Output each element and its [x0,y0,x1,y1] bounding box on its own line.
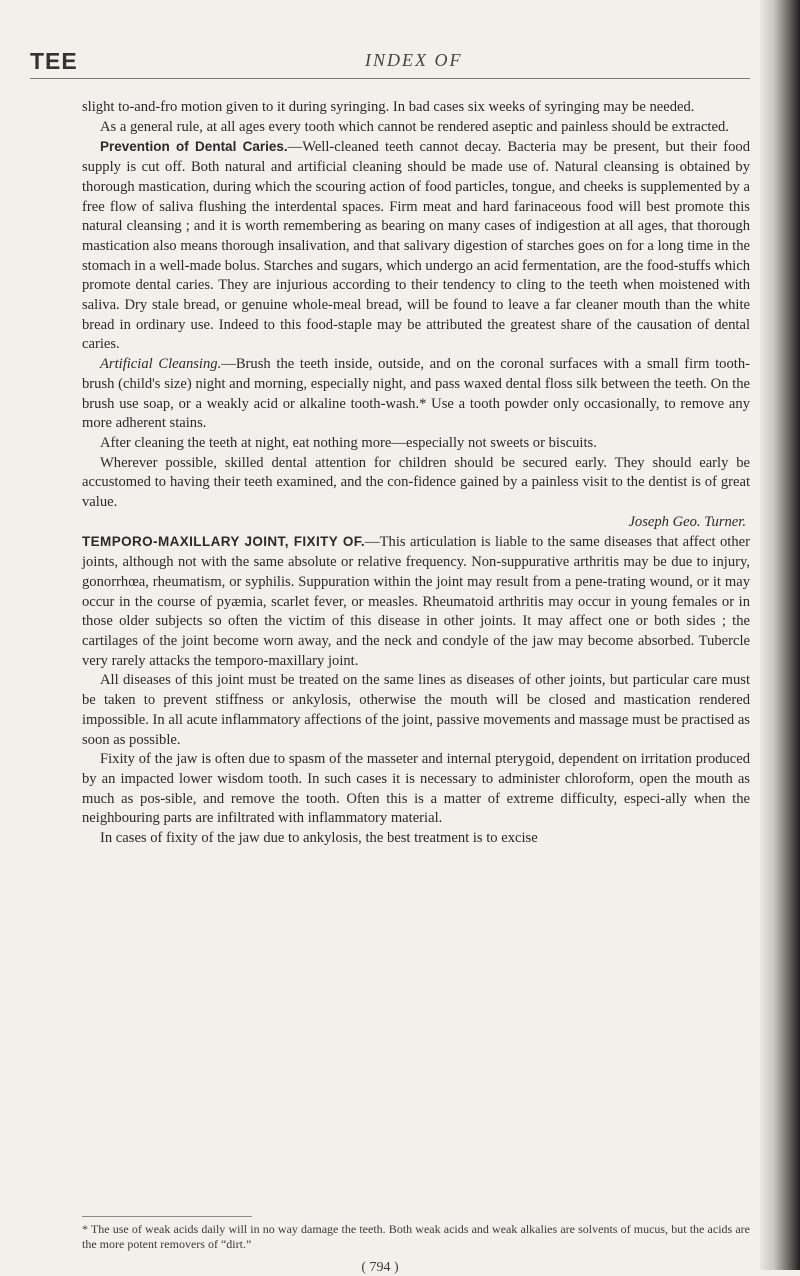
body-text [82,98,750,849]
page-number: ( 794 ) [361,1260,399,1275]
subsection-heading: Artificial Cleansing. [100,356,222,373]
entry-heading: TEMPORO-MAXILLARY JOINT, FIXITY OF. [82,534,366,550]
header-rule [30,78,750,79]
paragraph: Fixity of the jaw is often due to spasm of the masseter and internal pterygoid, dependent on irritation produced by an impacted lower wisdom tooth. In such cases it is necessary to administer chloroform, open the mouth as much as pos-sible, and remove the tooth. Often this is a matter of extreme difficulty, especi-ally when the neighbouring parts are infiltrated with inflammatory material. [82,751,750,827]
footnote: * The use of weak acids daily will in no way damage the teeth. Both weak acids and weak alkalies are solvents of mucus, but the acids are the more potent removers of “dirt.” [82,1222,750,1251]
page-edge-shadow [760,0,800,1270]
paragraph: All diseases of this joint must be treated on the same lines as diseases of other joints, but particular care must be taken to prevent stiffness or ankylosis, otherwise the mouth will be closed and mastication rendered impossible. In all acute inflammatory affections of the joint, passive movements and massage must be practised as soon as possible. [82,672,750,748]
paragraph: As a general rule, at all ages every tooth which cannot be rendered aseptic and painless should be extracted. [100,118,729,135]
author-signature: Joseph Geo. Turner. [628,513,746,530]
paragraph: After cleaning the teeth at night, eat nothing more—especially not sweets or biscuits. [100,434,597,451]
paragraph: TEMPORO-MAXILLARY JOINT, FIXITY OF.—This articulation is liable to the same diseases that affect other joints, although not with the same absolute or relative frequency. Non-suppurative arthritis may be due to injury, gonorrhœa, rheumatism, or syphilis. Suppuration within the joint may result from a pene-trating wound, or it may occur in the course of pyæmia, scarlet fever, or measles. Rheumatoid arthritis may occur in young females or in those older subjects so often the victim of this disease in other joints. It may affect one or both sides ; the cartilages of the joint become worn away, and the neck and condyle of the jaw may become absorbed. Tubercle very rarely attacks the temporo-maxillary joint. [82,534,750,669]
paragraph: slight to-and-fro motion given to it during syringing. In bad cases six weeks of syringing may be needed. [82,99,695,115]
running-head-center: INDEX OF [365,50,463,70]
section-heading: Prevention of Dental Caries. [100,139,288,155]
paragraph: In cases of fixity of the jaw due to ankylosis, the best treatment is to excise [100,830,538,847]
footnote-rule [82,1216,252,1217]
paragraph: Prevention of Dental Caries.—Well-cleaned teeth cannot decay. Bacteria may be present, but their food supply is cut off. Both natural and artificial cleaning should be made use of. Natural cleansing is obtained by thorough mastication, during which the scouring action of food particles, tongue, and cheeks is supplemented by a free flow of saliva flushing the interdental spaces. Firm meat and hard farinaceous food will best promote this natural cleansing ; and it is worth remembering as bearing on many cases of indigestion at all ages, that thorough mastication also means thorough insalivation, and that salivary digestion of starches goes on for a long time in the stomach in a well-made bolus. Starches and sugars, which undergo an acid fermentation, are the food-stuffs which promote dental caries. They are injurious according to their tendency to cling to the teeth when moistened with saliva. Dry stale bread, or genuine whole-meal bread, will be found to leave a far cleaner mouth than the white bread in ordinary use. Indeed to this food-staple may be attributed the greatest share of the causation of dental caries. [82,139,750,353]
paragraph: Wherever possible, skilled dental attention for children should be secured early. They should early be accustomed to having their teeth examined, and the con-fidence gained by a painless visit to the dentist is of great value. [82,454,750,511]
running-head-left: TEE [30,48,78,74]
paragraph: Artificial Cleansing.—Brush the teeth inside, outside, and on the coronal surfaces with a small firm tooth-brush (child's size) night and morning, especially night, and pass waxed dental floss silk between the teeth. On the brush use soap, or a weakly acid or alkaline tooth-wash.* Use a tooth powder only occasionally, to remove any more adherent stains. [82,356,750,432]
running-header [30,44,750,76]
